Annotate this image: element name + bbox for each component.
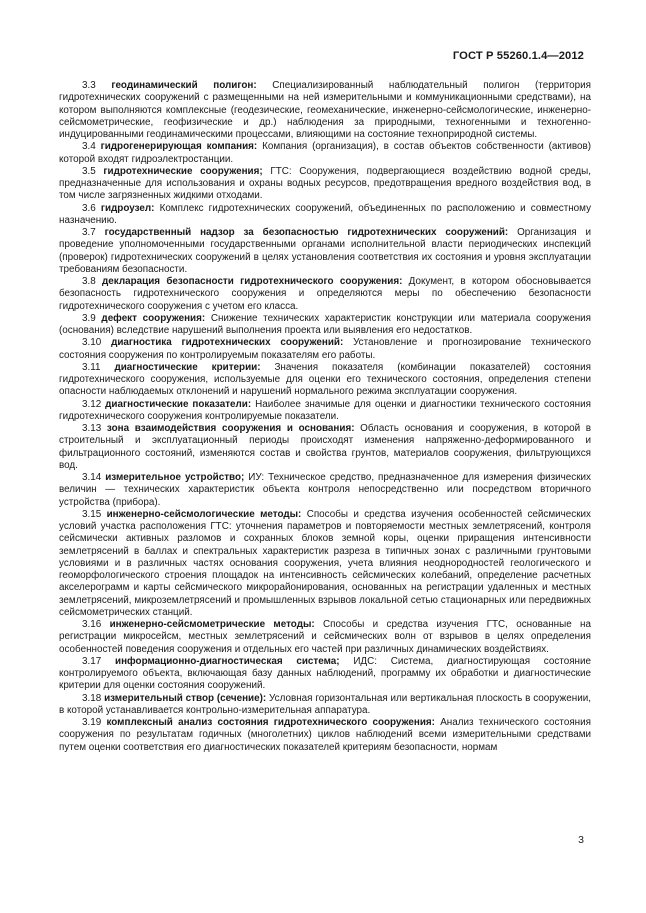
clause-number: 3.10 — [82, 337, 102, 349]
clause-number: 3.5 — [82, 165, 96, 177]
document-body — [59, 80, 591, 754]
clause-number: 3.14 — [82, 472, 102, 483]
defined-term: гидроузел: — [100, 202, 155, 214]
definition-text: Документ, в котором обосновывается безопасность гидротехнического сооружения и определяются меры по обеспечению безопасности гидротехнического сооружения с учетом его класса. — [59, 276, 591, 312]
definition-paragraph — [59, 362, 591, 399]
defined-term: измерительное устройство; — [105, 472, 245, 483]
defined-term: измерительный створ (сечение): — [104, 692, 267, 704]
definition-text: ИУ: Техническое средство, предназначенное для измерения физических величин — технических характеристик объекта контроля непосредственно или посредством вторичного устройства (прибора). — [59, 472, 591, 508]
definition-paragraph — [59, 472, 591, 509]
definition-text: Снижение технических характеристик конструкции или материала сооружения (основания) вследствие нарушений выполнения проекта или выявления его недостатков. — [59, 312, 592, 336]
clause-number: 3.4 — [82, 141, 96, 153]
definition-text: Организация и проведение уполномоченными государственными органами исполнительной власти периодических инспекций (проверок) гидротехнических сооружений в целях установления соответствия их состояния и уровня эксплуатации требованиям безопасности. — [59, 227, 592, 275]
page-number: 3 — [578, 834, 584, 846]
definition-paragraph — [59, 717, 591, 754]
clause-number: 3.9 — [82, 312, 96, 324]
definition-text: Способы и средства изучения особенностей сейсмических условий участка расположения ГТС: уточнения параметров и повторяемости местных землетрясений, контроля сейсмически активных разломов и сохранных блоков земной коры, оценки приращения интенсивности землетрясений в баллах и спектральных характеристик разреза в типичных зонах с различными грунтовыми условиями и в различных частях основания сооружения, учета влияния неоднородностей геологического и геоморфологического строения площадок на интенсивность сейсмических колебаний, определение расчетных акселерограмм и карты сейсмического микрорайонирования, основанных на регистрации удаленных и местных землетрясений, микроземлетрясений и промышленных взрывов локальной сетью стационарных или передвижных сейсмометрических станций. — [59, 508, 591, 618]
definition-paragraph — [59, 276, 591, 313]
definition-text: Способы и средства изучения ГТС, основанные на регистрации микросейсм, местных землетрясений и сейсмических волн от взрывов в целях определения особенностей поведения сооружения и отдельных его частей при различных динамических воздействиях. — [59, 619, 592, 655]
defined-term: декларация безопасности гидротехнического сооружения: — [102, 276, 403, 287]
definition-paragraph — [59, 203, 591, 228]
definition-text: Специализированный наблюдательный полигон (территория гидротехнических сооружений с размещенными на ней измерительными и коммуникационными средствами), на котором выполняются комплексные (геодезические, геомеханические, инженерно-сейсмологические, инженерно-сейсмометрические, геофизические и др.) наблюдения за природными, техногенными и техногенно-индуцированными геодинамическими процессами, влияющими на состояние техноприродной системы. — [59, 80, 591, 140]
clause-number: 3.13 — [82, 423, 102, 434]
definition-paragraph — [59, 693, 591, 718]
definition-text: ГТС: Сооружения, подвергающиеся воздействию водной среды, предназначенные для использования и охраны водных ресурсов, предотвращения вредного воздействия вод, в том числе загрязненных жидкими отходами. — [59, 165, 591, 202]
definition-paragraph — [59, 656, 591, 693]
clause-number: 3.17 — [82, 655, 102, 667]
definition-paragraph — [59, 141, 591, 166]
defined-term: гидротехнические сооружения; — [103, 165, 263, 177]
defined-term: инженерно-сейсмологические методы: — [106, 508, 302, 520]
definition-paragraph — [59, 619, 591, 656]
defined-term: геодинамический полигон: — [111, 80, 257, 91]
definition-text: ИДС: Система, диагностирующая состояние контролируемого объекта, включающая базу данных наблюдений, программу их обработки и диагностические критерии для оценки состояния сооружений. — [59, 655, 591, 692]
clause-number: 3.6 — [82, 202, 96, 214]
definition-text: Значения показателя (комбинации показателей) состояния гидротехнического сооружения, используемые для оценки его технического состояния, определения степени опасности наблюдаемых отклонений и нарушений нормального режима эксплуатации сооружения. — [59, 361, 591, 398]
definition-paragraph — [59, 399, 591, 424]
defined-term: инженерно-сейсмометрические методы: — [109, 619, 315, 630]
definition-paragraph — [59, 166, 591, 203]
defined-term: гидрогенерирующая компания: — [100, 141, 258, 153]
clause-number: 3.12 — [82, 398, 102, 410]
defined-term: диагностические показатели: — [105, 398, 252, 410]
clause-number: 3.7 — [82, 227, 96, 238]
clause-number: 3.8 — [82, 276, 96, 287]
definition-paragraph — [59, 313, 591, 338]
definition-paragraph — [59, 423, 591, 472]
definition-text: Область основания и сооружения, в которой в строительный и эксплуатационный периоды происходят изменения напряженно-деформированного и фильтрационного состояний, изменяются состав и свойства грунтов, материалов сооружения, фильтрующихся вод. — [59, 423, 591, 471]
defined-term: зона взаимодействия сооружения и основания: — [106, 423, 355, 434]
defined-term: диагностические критерии: — [114, 361, 261, 373]
clause-number: 3.15 — [82, 508, 102, 520]
defined-term: диагностика гидротехнических сооружений: — [111, 337, 344, 349]
defined-term: государственный надзор за безопасностью гидротехнических сооружений: — [104, 227, 509, 238]
clause-number: 3.18 — [82, 692, 102, 704]
definition-text: Условная горизонтальная или вертикальная плоскость в сооружении, в которой устанавливается контрольно-измерительная аппаратура. — [59, 692, 592, 716]
definition-paragraph — [59, 227, 591, 276]
clause-number: 3.3 — [82, 80, 96, 91]
clause-number: 3.19 — [82, 717, 102, 728]
defined-term: дефект сооружения: — [101, 312, 206, 324]
document-header: ГОСТ Р 55260.1.4—2012 — [452, 50, 584, 62]
definition-text: Установление и прогнозирование технического состояния сооружения по контролируемым показателям его работы. — [59, 337, 592, 361]
clause-number: 3.16 — [82, 619, 102, 630]
defined-term: комплексный анализ состояния гидротехнического сооружения: — [106, 717, 435, 728]
definition-paragraph — [59, 80, 591, 141]
clause-number: 3.11 — [82, 361, 101, 373]
definition-paragraph — [59, 509, 591, 619]
definition-text: Комплекс гидротехнических сооружений, объединенных по расположению и совместному назначению. — [59, 202, 591, 226]
definition-text: Наиболее значимые для оценки и диагностики технического состояния гидротехнического сооружения контролируемые показатели. — [59, 398, 591, 422]
definition-paragraph — [59, 337, 591, 362]
defined-term: информационно-диагностическая система; — [115, 655, 340, 667]
definition-text: Компания (организация), в состав объектов собственности (активов) которой входят гидроэлектростанции. — [59, 141, 591, 165]
definition-text: Анализ технического состояния сооружения по результатам годичных (многолетних) циклов наблюдений всеми измерительными средствами путем оценки соответствия его диагностических показателей критериям безопасности, нормам — [59, 717, 591, 753]
